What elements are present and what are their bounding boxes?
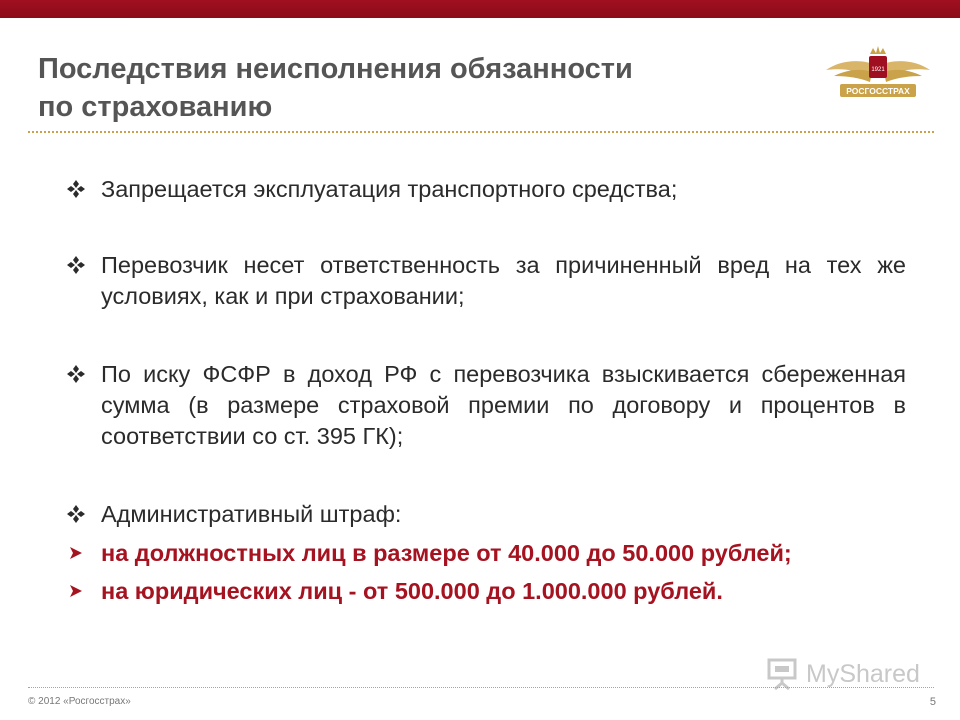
bullet-item-4 <box>66 499 906 530</box>
top-brand-bar <box>0 0 960 18</box>
footer-copyright: © 2012 «Росгосстрах» <box>28 696 131 707</box>
myshared-watermark <box>766 655 936 695</box>
page-number: 5 <box>929 696 936 708</box>
diamond-bullet-icon <box>66 179 86 199</box>
diamond-bullet-icon <box>66 364 86 384</box>
title-line-2: по страхованию <box>38 91 273 123</box>
arrow-bullet-icon <box>68 583 84 599</box>
sub-bullet-text: на юридических лиц - от 500.000 до 1.000.000 рублей. <box>101 578 723 604</box>
diamond-bullet-icon <box>66 504 86 524</box>
sub-bullet-item-1 <box>66 538 906 569</box>
bullet-item-2 <box>66 250 906 312</box>
slide-title <box>38 50 758 126</box>
arrow-bullet-icon <box>68 545 84 561</box>
bullet-text: Запрещается эксплуатация транспортного средства; <box>101 176 678 202</box>
watermark-text: MyShared <box>806 660 920 688</box>
title-line-1: Последствия неисполнения обязанности <box>38 53 633 85</box>
logo-text: РОСГОССТРАХ <box>846 86 910 96</box>
bullet-text: По иску ФСФР в доход РФ с перевозчика взыскивается сбереженная сумма (в размере страховой премии по договору и процентов в соответствии со ст. 395 ГК); <box>101 361 906 449</box>
bullet-text: Перевозчик несет ответственность за причиненный вред на тех же условиях, как и при страховании; <box>101 252 906 309</box>
bullet-text: Административный штраф: <box>101 501 402 527</box>
bullet-item-1 <box>66 174 906 205</box>
sub-bullet-text: на должностных лиц в размере от 40.000 до 50.000 рублей; <box>101 540 792 566</box>
bullet-item-3 <box>66 359 906 452</box>
logo-year: 1921 <box>871 67 885 73</box>
diamond-bullet-icon <box>66 255 86 275</box>
presentation-board-icon <box>766 657 800 691</box>
sub-bullet-item-2 <box>66 576 906 607</box>
title-divider <box>28 131 934 133</box>
rosgosstrakh-logo <box>822 44 934 104</box>
footer-divider <box>28 687 934 688</box>
